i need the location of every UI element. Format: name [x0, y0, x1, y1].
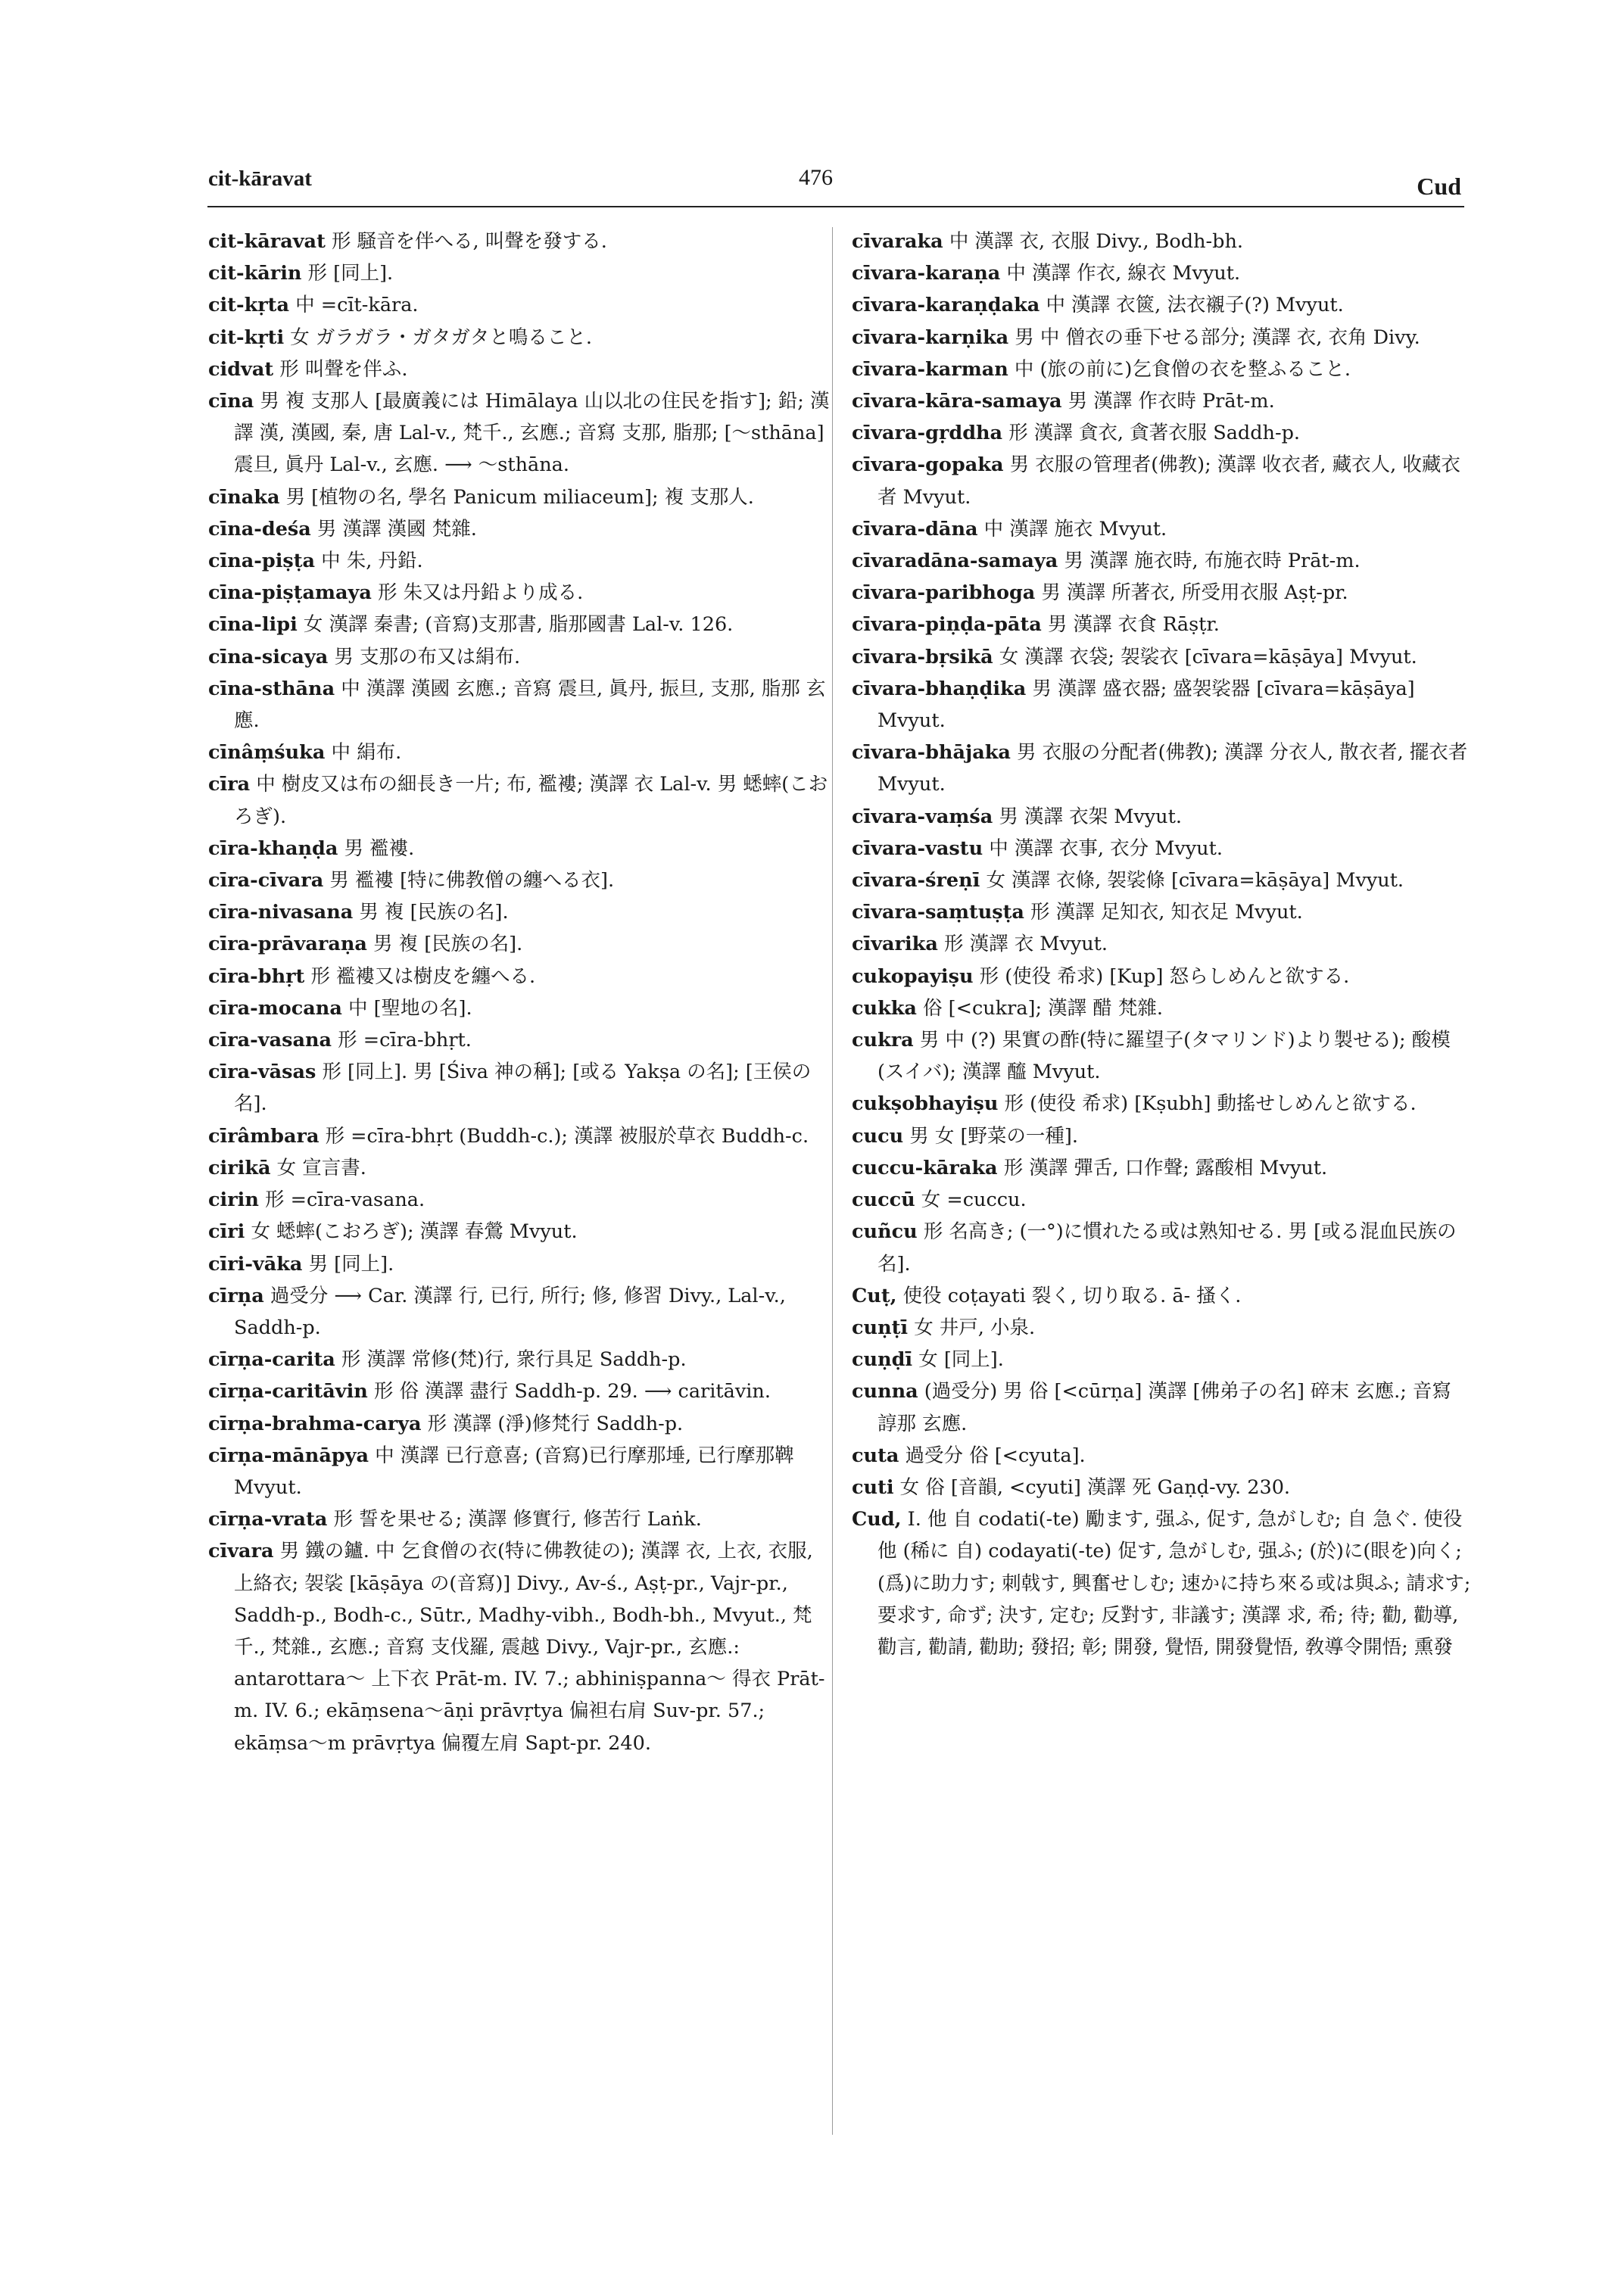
dictionary-entry — [208, 833, 837, 865]
entry-headword: cīra-mocana — [208, 996, 342, 1020]
entry-definition: 中 (旅の前に)乞食僧の衣を整ふること. — [1014, 357, 1351, 381]
dictionary-entry — [852, 1503, 1471, 1663]
entry-headword: cīvara-bhaṇḍika — [852, 677, 1027, 700]
entry-definition: 女 蟋蟀(こおろぎ); 漢譯 春鶯 Mvyut. — [251, 1220, 578, 1244]
entry-definition: 男 [同上]. — [308, 1252, 394, 1276]
entry-headword: cīnâṃśuka — [208, 741, 326, 765]
entry-headword: cīna-piṣṭamaya — [208, 581, 372, 605]
dictionary-entry — [208, 1535, 837, 1759]
dictionary-entry — [208, 481, 837, 513]
dictionary-entry — [852, 449, 1471, 512]
entry-headword: cunna — [852, 1380, 918, 1404]
entry-definition: 中 漢譯 衣事, 衣分 Mvyut. — [989, 837, 1223, 860]
page-header — [0, 160, 1624, 198]
entry-headword: cit-kāravat — [208, 230, 326, 253]
entry-headword: cīnaka — [208, 485, 280, 509]
dictionary-entry — [208, 1503, 837, 1535]
entry-headword: cīvara-kāra-samaya — [852, 390, 1062, 413]
entry-headword: cīvarika — [852, 933, 938, 956]
entry-definition: (過受分) 男 俗 [<cūrṇa] 漢譯 [佛弟子の名] 碎末 玄應.; 音寫 諄那 玄應. — [877, 1380, 1451, 1435]
entry-headword: cirin — [208, 1189, 259, 1212]
dictionary-entry — [852, 801, 1471, 833]
entry-headword: cīvara-śreṇī — [852, 869, 980, 893]
entry-definition: 女 俗 [音韻, <cyuti] 漢譯 死 Gaṇḍ-vy. 230. — [899, 1475, 1291, 1499]
dictionary-entry — [852, 513, 1471, 545]
entry-headword: cuṇḍī — [852, 1348, 913, 1372]
dictionary-entry — [852, 1152, 1471, 1184]
entry-definition: 形 名高き; (一°)に慣れたる或は熟知せる. 男 [或る混血民族の名]. — [877, 1220, 1457, 1276]
entry-headword: cīvara-piṇḍa-pāta — [852, 613, 1042, 637]
entry-definition: 男 複 [民族の名]. — [373, 933, 523, 956]
dictionary-entry — [852, 896, 1471, 928]
dictionary-entry — [208, 1280, 837, 1344]
dictionary-entry — [852, 354, 1471, 385]
entry-headword: cukopayiṣu — [852, 964, 974, 988]
dictionary-entry — [208, 1216, 837, 1248]
dictionary-entry — [208, 1375, 837, 1407]
entry-headword: cīvara-vastu — [852, 837, 983, 860]
dictionary-entry — [208, 354, 837, 385]
dictionary-entry — [208, 577, 837, 609]
entry-definition: 男 漢譯 衣食 Rāṣṭr. — [1047, 613, 1220, 637]
dictionary-entry — [208, 1440, 837, 1503]
entry-headword: cīvara-bṛsikā — [852, 645, 993, 668]
dictionary-entry — [208, 737, 837, 768]
entry-headword: cidvat — [208, 357, 274, 381]
dictionary-entry — [852, 1344, 1471, 1375]
entry-definition: 形 (使役 希求) [Kṣubh] 動搖せしめんと欲する. — [1004, 1092, 1417, 1116]
dictionary-entry — [208, 1408, 837, 1440]
dictionary-entry — [208, 289, 837, 321]
dictionary-entry — [852, 577, 1471, 609]
entry-headword: cīna-lipi — [208, 613, 298, 637]
entry-headword: cīrṇa — [208, 1284, 264, 1307]
dictionary-entry — [852, 322, 1471, 354]
dictionary-entry — [208, 865, 837, 896]
entry-headword: cīvara-saṃtuṣṭa — [852, 901, 1024, 924]
entry-headword: cīvara — [208, 1540, 274, 1563]
dictionary-entry — [208, 961, 837, 992]
entry-headword: cit-kṛti — [208, 326, 285, 349]
dictionary-entry — [852, 417, 1471, 449]
entry-definition: 男 鐵の鑪. 中 乞食僧の衣(特に佛教徒の); 漢譯 衣, 上衣, 衣服, 上絡衣; 袈裟 [kāṣāya の(音寫)] Divy., Av-ś., Aṣṭ-pr., Vajr-pr., Saddh-p., Bodh-c., Sūtr., Madhy-vibh., Bodh-bh., Mvyut., 梵千., 梵雜., 玄應.; 音寫 支伐羅, 震越 Divy., Vajr-pr., 玄應.: antarottara〜 上下衣 Prāt-m. IV. 7.; abhiniṣpanna〜 得衣 Prāt-m. IV. 6.; ekāṃsena〜āṇi prāvṛtya 偏袒右肩 Suv-pr. 57.; ekāṃsa〜m prāvṛtya 偏覆左肩 Sapt-pr. 240. — [234, 1540, 825, 1755]
entry-headword: cīra-cīvara — [208, 869, 324, 893]
entry-definition: 男 中 僧衣の垂下せる部分; 漢譯 衣, 衣角 Divy. — [1015, 326, 1420, 349]
entry-headword: cīrṇa-vrata — [208, 1508, 328, 1531]
entry-headword: cīri — [208, 1220, 245, 1244]
entry-headword: cīvara-karman — [852, 357, 1008, 381]
entry-headword: cīra-vāsas — [208, 1061, 316, 1084]
entry-definition: 男 襤褸. — [344, 837, 415, 860]
entry-headword: cīri-vāka — [208, 1252, 303, 1276]
dictionary-entry — [852, 1184, 1471, 1216]
dictionary-entry — [208, 1248, 837, 1280]
right-guide-word: Cud — [1417, 173, 1461, 200]
entry-definition: 男 複 [民族の名]. — [359, 901, 509, 924]
entry-definition: 形 漢譯 衣 Mvyut. — [943, 933, 1108, 956]
dictionary-entry — [852, 385, 1471, 417]
dictionary-entry — [852, 961, 1471, 992]
entry-definition: 中 漢譯 施衣 Mvyut. — [983, 517, 1167, 541]
entry-headword: cīra-bhṛt — [208, 964, 305, 988]
entry-headword: cīna-deśa — [208, 517, 311, 541]
entry-definition: 女 漢譯 衣袋; 袈裟衣 [cīvara=kāṣāya] Mvyut. — [999, 645, 1417, 668]
entry-headword: cucu — [852, 1124, 904, 1148]
left-guide-word: cit-kāravat — [208, 167, 312, 191]
entry-definition: 中 漢譯 衣篋, 法衣襯子(?) Mvyut. — [1046, 294, 1344, 317]
dictionary-entry — [852, 545, 1471, 577]
dictionary-entry — [208, 1120, 837, 1152]
entry-headword: cīvara-gṛddha — [852, 422, 1003, 445]
entry-definition: 中 [聖地の名]. — [348, 996, 472, 1020]
entry-headword: cirikā — [208, 1156, 271, 1179]
dictionary-entry — [208, 226, 837, 257]
entry-headword: cīvara-karaṇḍaka — [852, 294, 1040, 317]
dictionary-entry — [852, 833, 1471, 865]
entry-definition: 男 女 [野菜の一種]. — [909, 1124, 1078, 1148]
entry-headword: cukra — [852, 1029, 914, 1052]
dictionary-entry — [852, 641, 1471, 673]
dictionary-entry — [852, 609, 1471, 640]
entry-definition: 中 朱, 丹鉛. — [321, 550, 423, 573]
entry-headword: cīvaradāna-samaya — [852, 550, 1058, 573]
dictionary-entry — [852, 257, 1471, 289]
entry-definition: 男 漢譯 施衣時, 布施衣時 Prāt-m. — [1064, 550, 1361, 573]
entry-headword: cīra-nivasana — [208, 901, 354, 924]
entry-headword: cīrṇa-caritāvin — [208, 1380, 368, 1404]
entry-definition: 女 =cuccu. — [921, 1189, 1027, 1212]
entry-definition: 中 漢譯 漢國 玄應.; 音寫 震旦, 眞丹, 振旦, 支那, 脂那 玄應. — [234, 677, 826, 733]
entry-definition: 女 ガラガラ・ガタガタと鳴ること. — [290, 326, 592, 349]
entry-definition: 形 漢譯 貪衣, 貪著衣服 Saddh-p. — [1008, 422, 1301, 445]
dictionary-entry — [852, 1375, 1471, 1439]
left-column — [208, 226, 837, 1759]
entry-definition: 形 =cīra-bhṛt (Buddh-c.); 漢譯 被服於草衣 Buddh-c. — [325, 1124, 809, 1148]
entry-definition: 女 漢譯 衣條, 袈裟條 [cīvara=kāṣāya] Mvyut. — [986, 869, 1404, 893]
dictionary-entry — [852, 992, 1471, 1024]
dictionary-entry — [208, 257, 837, 289]
dictionary-entry — [208, 545, 837, 577]
entry-headword: cukka — [852, 996, 917, 1020]
entry-headword: cīna-sicaya — [208, 645, 329, 668]
entry-definition: 男 漢譯 衣架 Mvyut. — [999, 805, 1182, 828]
entry-definition: 中 樹皮又は布の細長き一片; 布, 襤褸; 漢譯 衣 Lal-v. 男 蟋蟀(こおろぎ). — [234, 773, 828, 828]
entry-definition: 過受分 俗 [<cyuta]. — [905, 1444, 1086, 1467]
entry-definition: 形 漢譯 常修(梵)行, 衆行具足 Saddh-p. — [341, 1348, 687, 1372]
dictionary-entry — [208, 513, 837, 545]
entry-definition: 形 騒音を伴へる, 叫聲を發する. — [331, 230, 607, 253]
entry-definition: 形 [同上]. — [307, 262, 394, 285]
dictionary-entry — [208, 1056, 837, 1120]
dictionary-entry — [208, 768, 837, 832]
dictionary-entry — [852, 1472, 1471, 1503]
entry-headword: cuccū — [852, 1189, 915, 1212]
entry-definition: 男 襤褸 [特に佛教僧の纏へる衣]. — [329, 869, 615, 893]
entry-definition: 中 =cīt-kāra. — [295, 294, 419, 317]
entry-definition: 女 [同上]. — [918, 1348, 1004, 1372]
entry-headword: cit-kārin — [208, 262, 302, 285]
entry-definition: 形 俗 漢譯 盡行 Saddh-p. 29. ⟶ caritāvin. — [373, 1380, 771, 1404]
entry-definition: 形 朱又は丹鉛より成る. — [378, 581, 584, 605]
entry-headword: cuṇṭī — [852, 1316, 909, 1339]
dictionary-entry — [852, 1312, 1471, 1344]
entry-headword: cīvara-vaṃśa — [852, 805, 993, 828]
entry-definition: 形 誓を果せる; 漢譯 修實行, 修苦行 Laṅk. — [333, 1508, 702, 1531]
entry-headword: cuccu-kāraka — [852, 1156, 998, 1179]
entry-definition: 女 井戸, 小泉. — [914, 1316, 1036, 1339]
page-number: 476 — [799, 165, 833, 190]
entry-definition: 男 [植物の名, 學名 Panicum miliaceum]; 複 支那人. — [285, 485, 754, 509]
entry-headword: cīra-vasana — [208, 1029, 332, 1052]
entry-definition: 男 衣服の分配者(佛教); 漢譯 分衣人, 散衣者, 擺衣者 Mvyut. — [877, 741, 1468, 796]
dictionary-entry — [852, 865, 1471, 896]
dictionary-entry — [852, 673, 1471, 737]
entry-headword: cīra-prāvaraṇa — [208, 933, 367, 956]
entry-headword: cīvara-paribhoga — [852, 581, 1036, 605]
entry-headword: cukṣobhayiṣu — [852, 1092, 999, 1116]
dictionary-entry — [852, 1440, 1471, 1472]
entry-definition: 男 漢譯 作衣時 Prāt-m. — [1068, 390, 1275, 413]
entry-headword: cīvara-karṇika — [852, 326, 1009, 349]
dictionary-entry — [208, 385, 837, 481]
entry-definition: 過受分 ⟶ Car. 漢譯 行, 已行, 所行; 修, 修習 Divy., Lal-v., Saddh-p. — [234, 1284, 786, 1339]
dictionary-entry — [852, 1120, 1471, 1152]
dictionary-entry — [208, 322, 837, 354]
entry-headword: cīrâmbara — [208, 1124, 320, 1148]
entry-headword: cit-kṛta — [208, 294, 289, 317]
entry-headword: cīna-piṣṭa — [208, 550, 316, 573]
right-column — [852, 226, 1471, 1663]
entry-definition: 中 漢譯 作衣, 線衣 Mvyut. — [1006, 262, 1241, 285]
entry-headword: cīna-sthāna — [208, 677, 335, 700]
entry-headword: cīrṇa-mānāpya — [208, 1444, 369, 1467]
dictionary-entry — [208, 673, 837, 737]
dictionary-entry — [208, 1344, 837, 1375]
entry-headword: cīvaraka — [852, 230, 943, 253]
dictionary-entry — [852, 226, 1471, 257]
dictionary-entry — [208, 992, 837, 1024]
entry-definition: 形 [同上]. 男 [Śiva 神の稱]; [或る Yakṣa の名]; [王侯の名]. — [234, 1061, 812, 1116]
entry-definition: 形 襤褸又は樹皮を纏へる. — [310, 964, 536, 988]
dictionary-entry — [852, 737, 1471, 800]
dictionary-entry — [852, 928, 1471, 960]
entry-definition: 形 漢譯 彈舌, 口作聲; 露酸相 Mvyut. — [1003, 1156, 1328, 1179]
dictionary-entry — [208, 1184, 837, 1216]
entry-definition: 男 衣服の管理者(佛教); 漢譯 收衣者, 藏衣人, 收藏衣者 Mvyut. — [877, 453, 1460, 509]
dictionary-entry — [208, 641, 837, 673]
entry-definition: 女 漢譯 秦書; (音寫)支那書, 脂那國書 Lal-v. 126. — [303, 613, 734, 637]
entry-definition: 男 漢譯 漢國 梵雜. — [316, 517, 477, 541]
entry-definition: 形 (使役 希求) [Kup] 怒らしめんと欲する. — [979, 964, 1350, 988]
entry-headword: cīra — [208, 773, 251, 796]
dictionary-entry — [852, 289, 1471, 321]
dictionary-entry — [208, 928, 837, 960]
dictionary-entry — [852, 1024, 1471, 1088]
header-rule — [207, 206, 1464, 207]
entry-headword: Cud, — [852, 1508, 902, 1531]
entry-definition: 形 漢譯 足知衣, 知衣足 Mvyut. — [1030, 901, 1303, 924]
entry-definition: 男 複 支那人 [最廣義には Himālaya 山以北の住民を指す]; 鉛; 漢譯 漢, 漢國, 秦, 唐 Lal-v., 梵千., 玄應.; 音寫 支那, 脂那; [〜sthāna] 震旦, 眞丹 Lal-v., 玄應. ⟶ 〜sthāna. — [234, 390, 830, 477]
entry-headword: cuta — [852, 1444, 899, 1467]
dictionary-entry — [852, 1216, 1471, 1279]
entry-definition: 形 =cīra-vasana. — [265, 1189, 425, 1212]
dictionary-entry — [852, 1280, 1471, 1312]
entry-headword: cīra-khaṇḍa — [208, 837, 338, 860]
dictionary-entry — [852, 1088, 1471, 1120]
entry-definition: 男 支那の布又は絹布. — [334, 645, 521, 668]
entry-definition: 女 宣言書. — [276, 1156, 366, 1179]
entry-definition: 男 中 (?) 果實の酢(特に羅望子(タマリンド)より製せる); 酸模(スイバ); 漢譯 醯 Mvyut. — [877, 1029, 1451, 1084]
entry-headword: cuti — [852, 1475, 894, 1499]
entry-definition: 形 叫聲を伴ふ. — [279, 357, 408, 381]
entry-headword: cīvara-gopaka — [852, 453, 1004, 477]
entry-definition: 中 漢譯 衣, 衣服 Divy., Bodh-bh. — [949, 230, 1243, 253]
entry-headword: cīrṇa-carita — [208, 1348, 335, 1372]
entry-definition: 男 漢譯 盛衣器; 盛袈裟器 [cīvara=kāṣāya] Mvyut. — [877, 677, 1415, 733]
entry-definition: 男 漢譯 所著衣, 所受用衣服 Aṣṭ-pr. — [1041, 581, 1348, 605]
entry-definition: 中 絹布. — [331, 741, 402, 765]
dictionary-entry — [208, 896, 837, 928]
entry-definition: 形 漢譯 (淨)修梵行 Saddh-p. — [427, 1412, 684, 1435]
entry-definition: 使役 coṭayati 裂く, 切り取る. ā- 搔く. — [902, 1284, 1242, 1307]
dictionary-entry — [208, 609, 837, 640]
entry-definition: 俗 [<cukra]; 漢譯 醋 梵雜. — [923, 996, 1163, 1020]
entry-definition: 中 漢譯 已行意喜; (音寫)已行摩那埵, 已行摩那鞞 Mvyut. — [234, 1444, 794, 1499]
entry-headword: cīvara-karaṇa — [852, 262, 1001, 285]
entry-headword: cīrṇa-brahma-carya — [208, 1412, 422, 1435]
entry-definition: 形 =cīra-bhṛt. — [338, 1029, 472, 1052]
entry-headword: cīvara-dāna — [852, 517, 978, 541]
entry-definition: I. 他 自 codati(-te) 勵ます, 强ふ, 促す, 急がしむ; 自 急ぐ. 使役 他 (稀に 自) codayati(-te) 促す, 急がしむ, 强ふ; (於)に(眼を)向く; (爲)に助力す; 刺戟す, 興奮せしむ; 速かに持ち來る或は與ふ; 請求す; 要求す, 命ず; 決す, 定む; 反對す, 非議す; 漢譯 求, 希; 待; 勸, 勸導, 勸言, 勸請, 勸助; 發招; 彰; 開發, 覺悟, 開發覺悟, 敎導令開悟; 熏發 — [877, 1508, 1471, 1659]
entry-headword: cuñcu — [852, 1220, 918, 1244]
dictionary-entry — [208, 1024, 837, 1056]
entry-headword: cīvara-bhājaka — [852, 741, 1011, 765]
entry-headword: cīna — [208, 390, 254, 413]
dictionary-entry — [208, 1152, 837, 1184]
entry-headword: Cuṭ, — [852, 1284, 897, 1307]
